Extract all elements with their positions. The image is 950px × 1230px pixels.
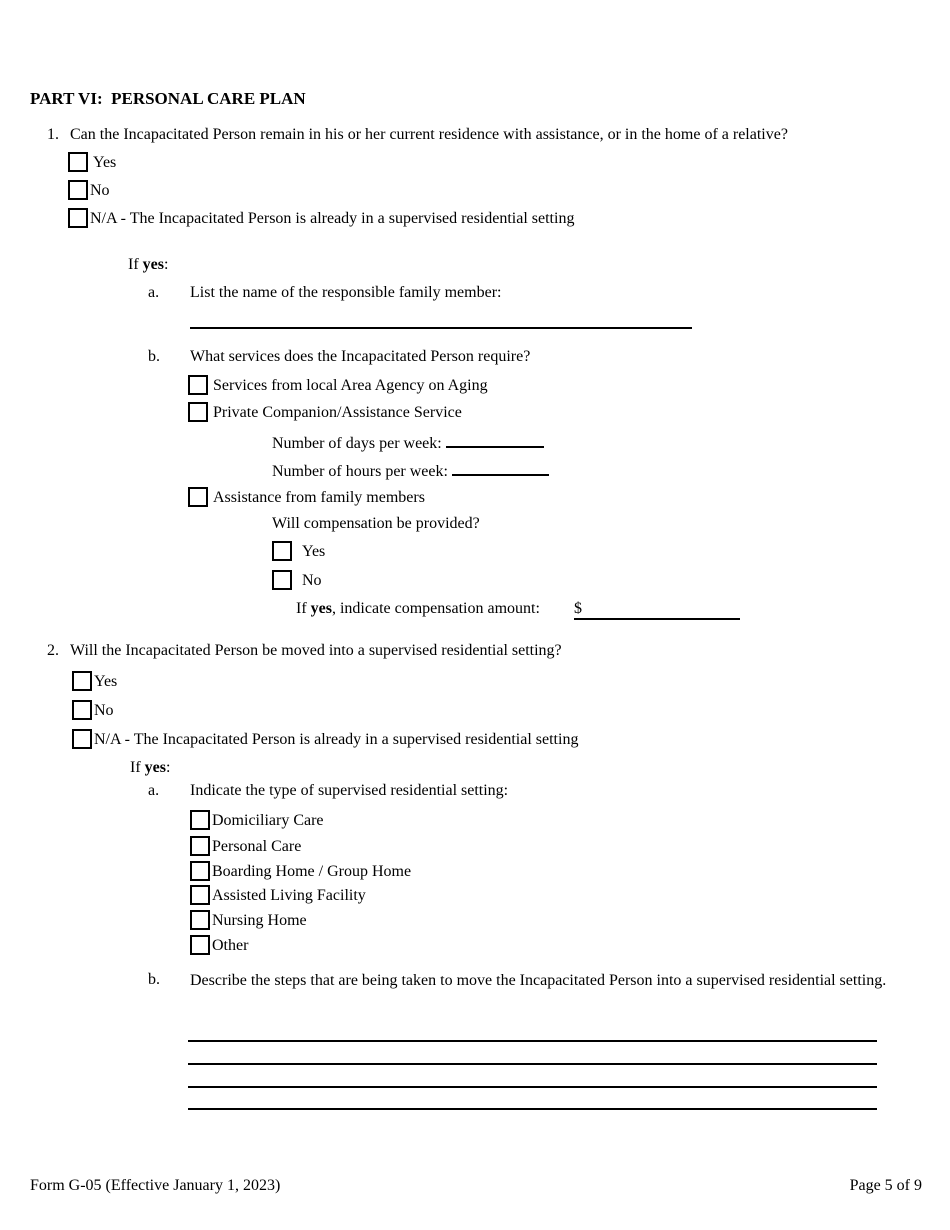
compensation-no-checkbox[interactable] [272,570,292,590]
q1-item-b-marker: b. [148,348,160,365]
describe-steps-line-2[interactable] [188,1063,877,1065]
q1-item-b-text: What services does the Incapacitated Person require? [190,348,531,365]
q2-if-yes-label [130,758,170,778]
q2-if-yes-post: : [165,759,171,776]
q1-item-a-text: List the name of the responsible family member: [190,284,502,301]
setting-other-option [190,936,248,956]
days-per-week-row [272,431,544,454]
service-area-agency-checkbox[interactable] [188,375,208,395]
footer-form-id: Form G-05 (Effective January 1, 2023) [30,1177,281,1194]
compensation-yes-checkbox[interactable] [272,541,292,561]
service-family-checkbox[interactable] [188,487,208,507]
q2-no-checkbox[interactable] [72,700,92,720]
q2-item-a [148,781,508,801]
question-2-text: Will the Incapacitated Person be moved into a supervised residential setting? [70,642,562,659]
question-2 [47,641,562,661]
setting-boarding-home-label: Boarding Home / Group Home [212,863,412,880]
part-vi-heading: PART VI: PERSONAL CARE PLAN [30,89,306,108]
describe-steps-line-4[interactable] [188,1108,877,1110]
question-1-text: Can the Incapacitated Person remain in his or her current residence with assistance, or in the home of a relative? [70,126,788,143]
service-family-label: Assistance from family members [213,489,425,506]
setting-boarding-home-checkbox[interactable] [190,861,210,881]
compensation-amount-row [296,599,740,620]
days-per-week-label: Number of days per week: [272,435,442,452]
q2-if-yes-bold: yes [144,759,166,776]
compensation-yes-option [272,542,325,562]
q2-item-a-text: Indicate the type of supervised residential setting: [190,782,509,799]
setting-domiciliary-label: Domiciliary Care [212,812,324,829]
setting-personal-care-label: Personal Care [212,838,302,855]
hours-per-week-row [272,459,549,482]
q1-yes-checkbox[interactable] [68,152,88,172]
q1-item-a-marker: a. [148,284,160,301]
q2-item-b [148,970,890,992]
setting-assisted-living-option [190,886,366,906]
footer-page-number: Page 5 of 9 [849,1177,922,1194]
q1-item-b [148,347,530,367]
question-2-number: 2. [47,642,59,659]
compensation-question: Will compensation be provided? [272,515,480,532]
service-family-option [188,488,425,508]
q1-na-checkbox[interactable] [68,208,88,228]
setting-assisted-living-label: Assisted Living Facility [212,887,366,904]
q1-option-yes [68,153,116,173]
service-private-companion-label: Private Companion/Assistance Service [213,404,462,421]
setting-boarding-home-option [190,862,411,882]
compensation-no-label: No [302,572,322,589]
setting-other-checkbox[interactable] [190,935,210,955]
q1-option-na [68,209,574,229]
q1-if-yes-post: : [163,256,169,273]
setting-assisted-living-checkbox[interactable] [190,885,210,905]
hours-per-week-label: Number of hours per week: [272,463,448,480]
comp-amount-bold: yes [310,600,332,617]
setting-nursing-home-label: Nursing Home [212,912,307,929]
setting-personal-care-checkbox[interactable] [190,836,210,856]
q1-item-a [148,283,501,303]
q2-item-b-marker: b. [148,971,160,988]
setting-nursing-home-checkbox[interactable] [190,910,210,930]
q1-no-label: No [90,182,110,199]
comp-amount-pre: If [296,600,311,617]
q2-na-checkbox[interactable] [72,729,92,749]
q2-yes-label: Yes [94,673,118,690]
q2-option-no [72,701,114,721]
question-1 [47,125,788,145]
q1-yes-label: Yes [93,154,117,171]
setting-nursing-home-option [190,911,307,931]
q1-if-yes-label [128,255,168,275]
q1-no-checkbox[interactable] [68,180,88,200]
service-area-agency-option [188,376,488,396]
describe-steps-line-3[interactable] [188,1086,877,1088]
hours-per-week-line[interactable] [452,459,549,476]
compensation-no-option [272,571,322,591]
q2-na-label: N/A - The Incapacitated Person is already in a supervised residential setting [94,731,579,748]
q1-option-no [68,181,110,201]
setting-other-label: Other [212,937,249,954]
setting-domiciliary-option [190,811,324,831]
q1-if-yes-bold: yes [142,256,164,273]
comp-amount-post: , indicate compensation amount: [331,600,540,617]
service-area-agency-label: Services from local Area Agency on Aging [213,377,488,394]
setting-domiciliary-checkbox[interactable] [190,810,210,830]
q2-yes-checkbox[interactable] [72,671,92,691]
q2-item-b-text: Describe the steps that are being taken to move the Incapacitated Person into a supervised residential setting. [190,972,887,989]
q1-na-label: N/A - The Incapacitated Person is already in a supervised residential setting [90,210,575,227]
responsible-family-member-line[interactable] [190,327,692,329]
days-per-week-line[interactable] [446,431,544,448]
dollar-sign: $ [573,600,582,617]
question-1-number: 1. [47,126,59,143]
q2-if-yes-pre: If [130,759,145,776]
q2-item-a-marker: a. [148,782,160,799]
compensation-amount-line[interactable] [574,599,740,620]
q2-option-na [72,730,578,750]
q2-option-yes [72,672,117,692]
describe-steps-line-1[interactable] [188,1040,877,1042]
q1-if-yes-pre: If [128,256,143,273]
setting-personal-care-option [190,837,301,857]
q2-no-label: No [94,702,114,719]
service-private-companion-option [188,403,462,423]
service-private-companion-checkbox[interactable] [188,402,208,422]
compensation-yes-label: Yes [302,543,326,560]
